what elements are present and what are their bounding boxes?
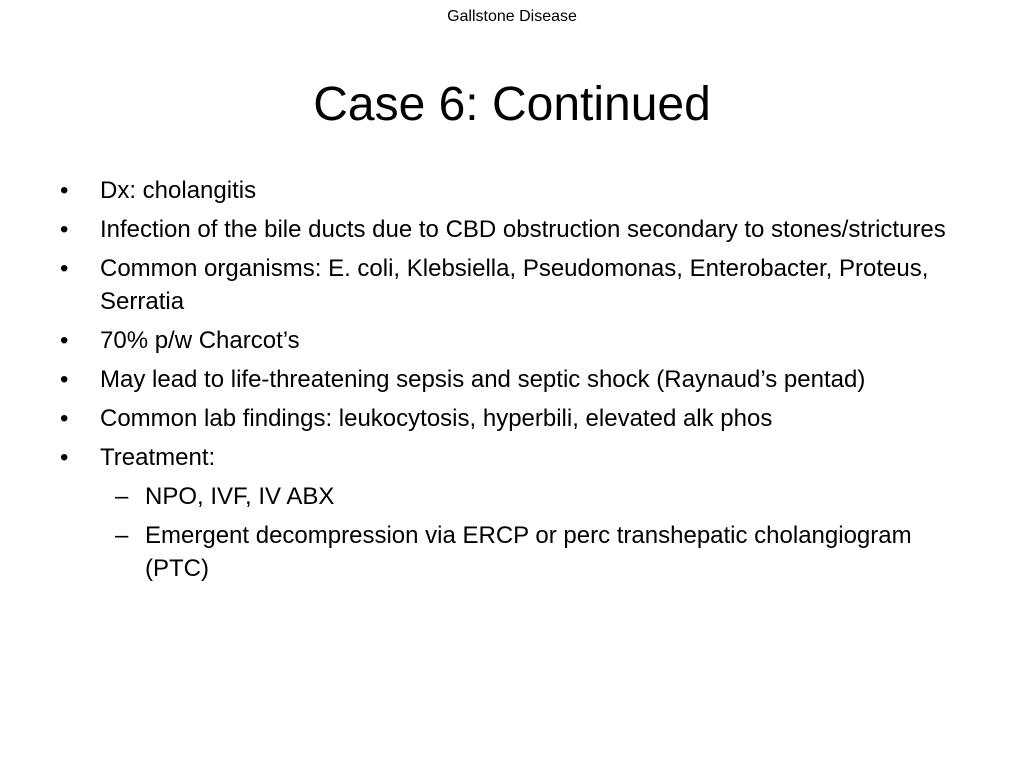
bullet-item <box>60 363 960 396</box>
bullet-text: Infection of the bile ducts due to CBD obstruction secondary to stones/strictures <box>100 216 946 243</box>
bullet-icon: • <box>60 255 69 282</box>
slide-header: Gallstone Disease <box>447 8 577 25</box>
bullet-item <box>60 441 960 585</box>
bullet-text: 70% p/w Charcot’s <box>100 327 300 354</box>
bullet-text: Treatment: <box>100 444 216 471</box>
dash-icon: – <box>115 483 129 510</box>
bullet-icon: • <box>60 216 69 243</box>
bullet-icon: • <box>60 366 69 393</box>
sub-bullet-text: Emergent decompression via ERCP or perc transhepatic cholangiogram (PTC) <box>145 522 912 582</box>
bullet-item <box>60 174 960 207</box>
bullet-list <box>60 174 960 591</box>
sub-bullet-list <box>100 480 960 585</box>
bullet-icon: • <box>60 405 69 432</box>
bullet-item <box>60 213 960 246</box>
sub-bullet-text: NPO, IVF, IV ABX <box>145 483 335 510</box>
bullet-text: Common organisms: E. coli, Klebsiella, Pseudomonas, Enterobacter, Proteus, Serratia <box>100 255 929 315</box>
sub-bullet-item <box>100 480 960 513</box>
bullet-icon: • <box>60 444 69 471</box>
bullet-text: Common lab findings: leukocytosis, hyperbili, elevated alk phos <box>100 405 773 432</box>
slide-title: Case 6: Continued <box>313 78 711 131</box>
bullet-text: Dx: cholangitis <box>100 177 257 204</box>
sub-bullet-item <box>100 519 960 585</box>
bullet-icon: • <box>60 327 69 354</box>
bullet-item <box>60 324 960 357</box>
bullet-item <box>60 252 960 318</box>
bullet-icon: • <box>60 177 69 204</box>
bullet-item <box>60 402 960 435</box>
bullet-text: May lead to life-threatening sepsis and septic shock (Raynaud’s pentad) <box>100 366 866 393</box>
dash-icon: – <box>115 522 129 549</box>
